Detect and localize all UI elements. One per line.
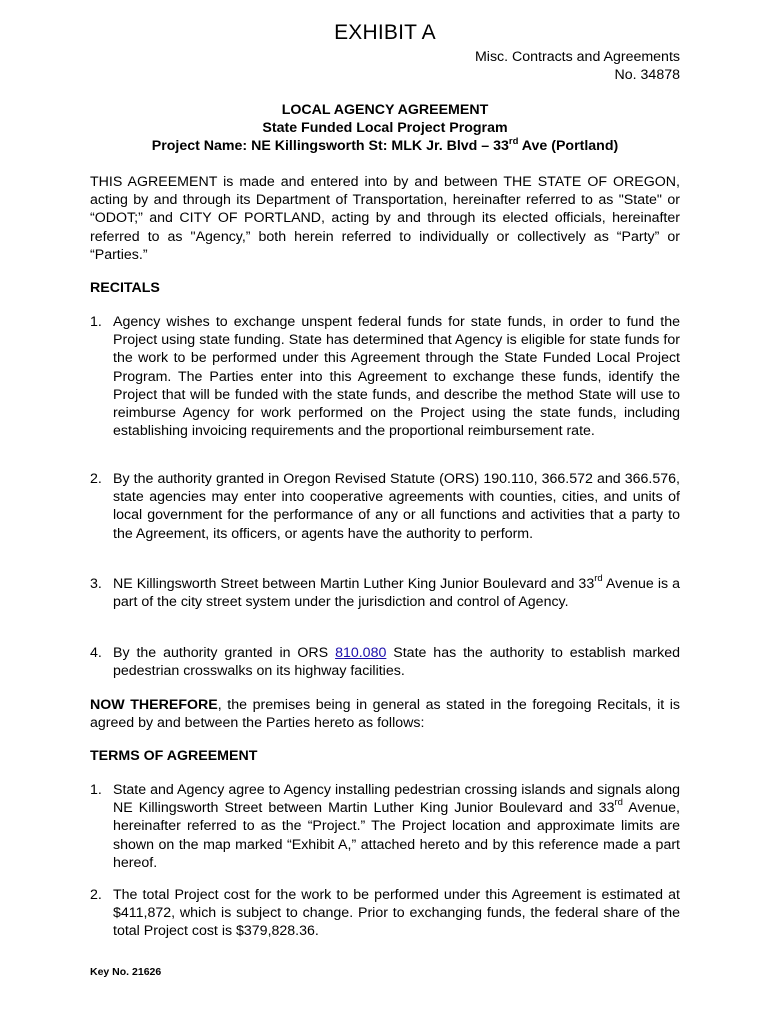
item-number: 2.: [90, 887, 102, 903]
ors-link[interactable]: 810.080: [335, 645, 387, 661]
agreement-title: LOCAL AGENCY AGREEMENT: [281, 102, 489, 118]
terms-item: [90, 781, 680, 872]
program-title: State Funded Local Project Program: [262, 120, 508, 137]
item-number: 1.: [90, 314, 102, 330]
project-name: Project Name: NE Killingsworth St: MLK Jr. Blvd – 33rd Ave (Portland): [151, 135, 619, 155]
recital-item: [90, 575, 680, 611]
contract-reference-line1: Misc. Contracts and Agreements: [474, 49, 680, 65]
item-number: 4.: [90, 645, 102, 661]
item-text: The total Project cost for the work to be performed under this Agreement is estimated at $411,872, which is subject to change. Prior to exchanging funds, the federal share of the total Project cost is $379,828.36.: [113, 887, 680, 940]
contract-number: No. 34878: [614, 67, 680, 83]
intro-paragraph: THIS AGREEMENT is made and entered into by and between THE STATE OF OREGON, acting by and through its Department of Transportation, hereinafter referred to as "State" or “ODOT;” and CITY OF PORTLAND, acting by and through its elected officials, hereinafter referred to as "Agency,” both herein referred to individually or collectively as “Party” or “Parties.”: [90, 174, 680, 263]
item-text: By the authority granted in ORS 810.080 State has the authority to establish marked pedestrian crosswalks on its highway facilities.: [113, 645, 680, 680]
item-number: 2.: [90, 471, 102, 487]
recital-item: [90, 644, 680, 680]
recitals-heading: RECITALS: [90, 280, 160, 296]
item-text: NE Killingsworth Street between Martin Luther King Junior Boulevard and 33rd Avenue is a part of the city street system under the jurisdiction and control of Agency.: [113, 573, 680, 611]
item-text: State and Agency agree to Agency installing pedestrian crossing islands and signals along NE Killingsworth Street between Martin Luther King Junior Boulevard and 33rd Avenue, hereinafter referred to as the “Project.” The Project location and approximate limits are shown on the map marked “Exhibit A,” attached hereto and by this reference made a part hereof.: [113, 782, 681, 871]
recital-item: [90, 313, 680, 440]
now-therefore-paragraph: NOW THEREFORE, the premises being in general as stated in the foregoing Recitals, it is agreed by and between the Parties hereto as follows:: [90, 697, 680, 732]
item-text: By the authority granted in Oregon Revised Statute (ORS) 190.110, 366.572 and 366.576, state agencies may enter into cooperative agreements with counties, cities, and units of local government for the performance of any or all functions and activities that a party to the Agreement, its officers, or agents have the authority to perform.: [113, 471, 680, 542]
agreement-heading: [0, 101, 770, 156]
terms-heading: TERMS OF AGREEMENT: [90, 748, 258, 764]
contract-reference: [475, 48, 680, 84]
item-number: 1.: [90, 782, 102, 798]
recital-item: [90, 470, 680, 543]
terms-item: [90, 886, 680, 941]
key-number: Key No. 21626: [90, 966, 162, 978]
item-text: Agency wishes to exchange unspent federal funds for state funds, in order to fund the Project using state funding. State has determined that Agency is eligible for state funds for the work to be performed under this Agreement through the State Funded Local Project Program. The Parties enter into this Agreement to exchange these funds, identify the Project that will be funded with the state funds, and describe the method State will use to reimburse Agency for work performed on the Project using the state funds, including establishing invoicing requirements and the proportional reimbursement rate.: [113, 314, 680, 440]
exhibit-title: EXHIBIT A: [334, 21, 436, 44]
item-number: 3.: [90, 576, 102, 592]
